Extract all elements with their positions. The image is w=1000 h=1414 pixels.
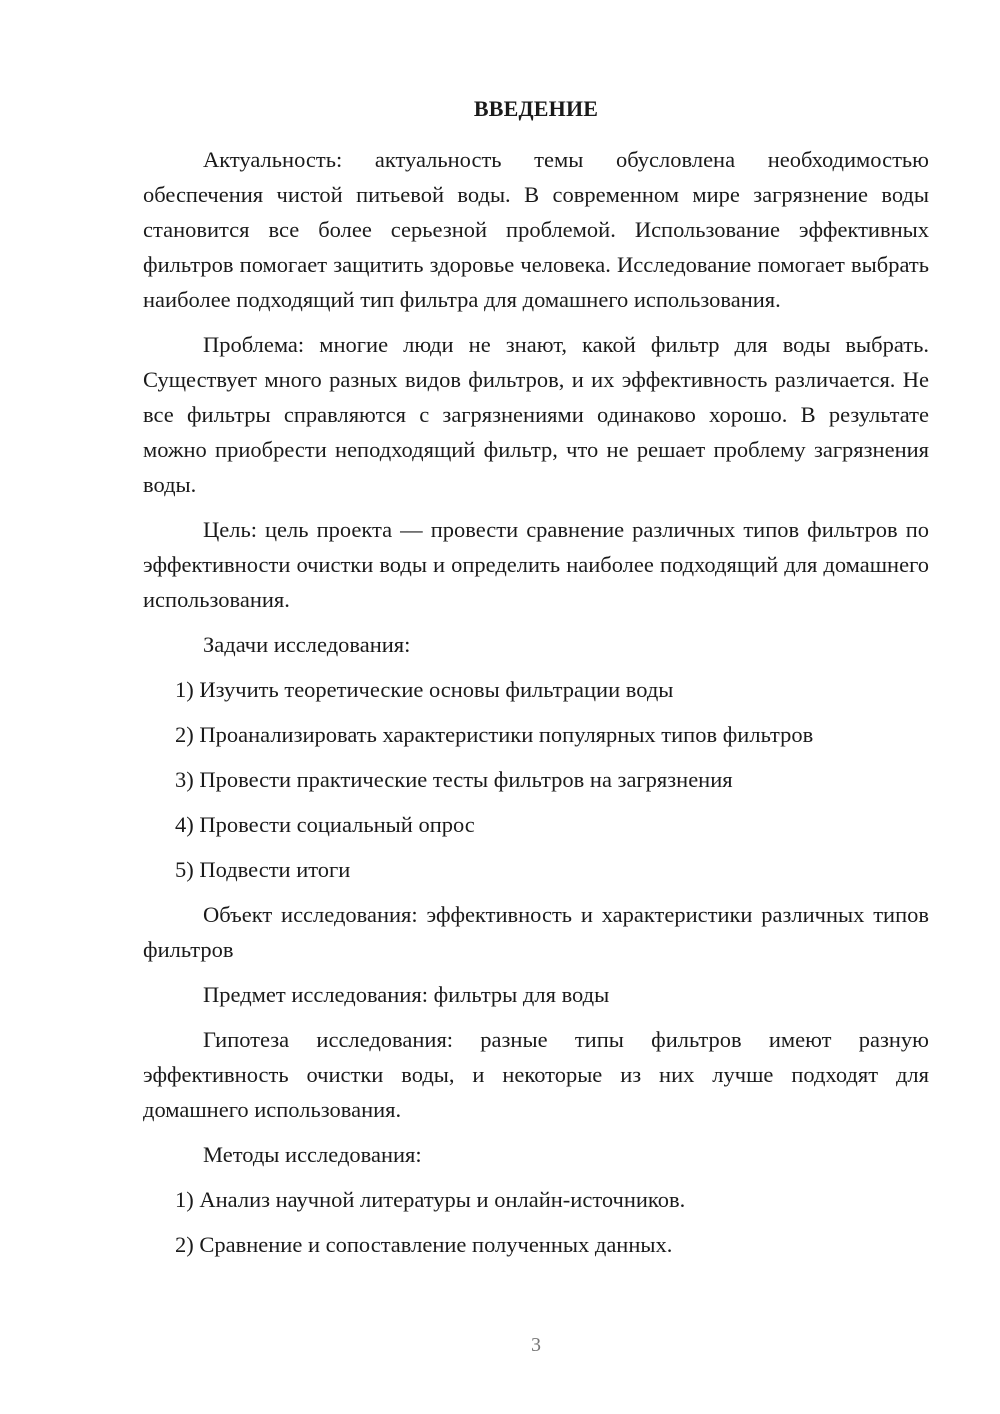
problem-paragraph: Проблема: многие люди не знают, какой фильтр для воды выбрать. Существует много разных видов фильтров, и их эффективность различается. Не все фильтры справляются с загрязнениями одинаково хорошо. В результате можно приобрести неподходящий фильтр, что не решает проблему загрязнения воды.: [143, 332, 929, 497]
tasks-list: [143, 672, 929, 887]
list-item: 2) Сравнение и сопоставление полученных данных.: [175, 1232, 673, 1257]
list-item: 1) Изучить теоретические основы фильтрации воды: [175, 677, 674, 702]
list-item: 5) Подвести итоги: [175, 857, 351, 882]
document-body: [143, 142, 929, 1272]
list-item: 1) Анализ научной литературы и онлайн-источников.: [175, 1187, 686, 1212]
goal-paragraph: Цель: цель проекта — провести сравнение различных типов фильтров по эффективности очистки воды и определить наиболее подходящий для домашнего использования.: [143, 517, 929, 612]
tasks-heading: Задачи исследования:: [203, 632, 411, 657]
list-item: 2) Проанализировать характеристики популярных типов фильтров: [175, 722, 814, 747]
list-item: 4) Провести социальный опрос: [175, 812, 475, 837]
page-title: ВВЕДЕНИЕ: [473, 96, 599, 121]
relevance-paragraph: Актуальность: актуальность темы обусловлена необходимостью обеспечения чистой питьевой воды. В современном мире загрязнение воды становится все более серьезной проблемой. Использование эффективных фильтров помогает защитить здоровье человека. Исследование помогает выбрать наиболее подходящий тип фильтра для домашнего использования.: [143, 147, 929, 312]
methods-heading: Методы исследования:: [203, 1142, 422, 1167]
methods-list: [143, 1182, 929, 1262]
page-number: 3: [531, 1334, 541, 1356]
list-item: 3) Провести практические тесты фильтров на загрязнения: [175, 767, 733, 792]
hypothesis-paragraph: Гипотеза исследования: разные типы фильтров имеют разную эффективность очистки воды, и некоторые из них лучше подходят для домашнего использования.: [143, 1027, 929, 1122]
subject-paragraph: Предмет исследования: фильтры для воды: [203, 982, 610, 1007]
object-paragraph: Объект исследования: эффективность и характеристики различных типов фильтров: [143, 902, 929, 962]
